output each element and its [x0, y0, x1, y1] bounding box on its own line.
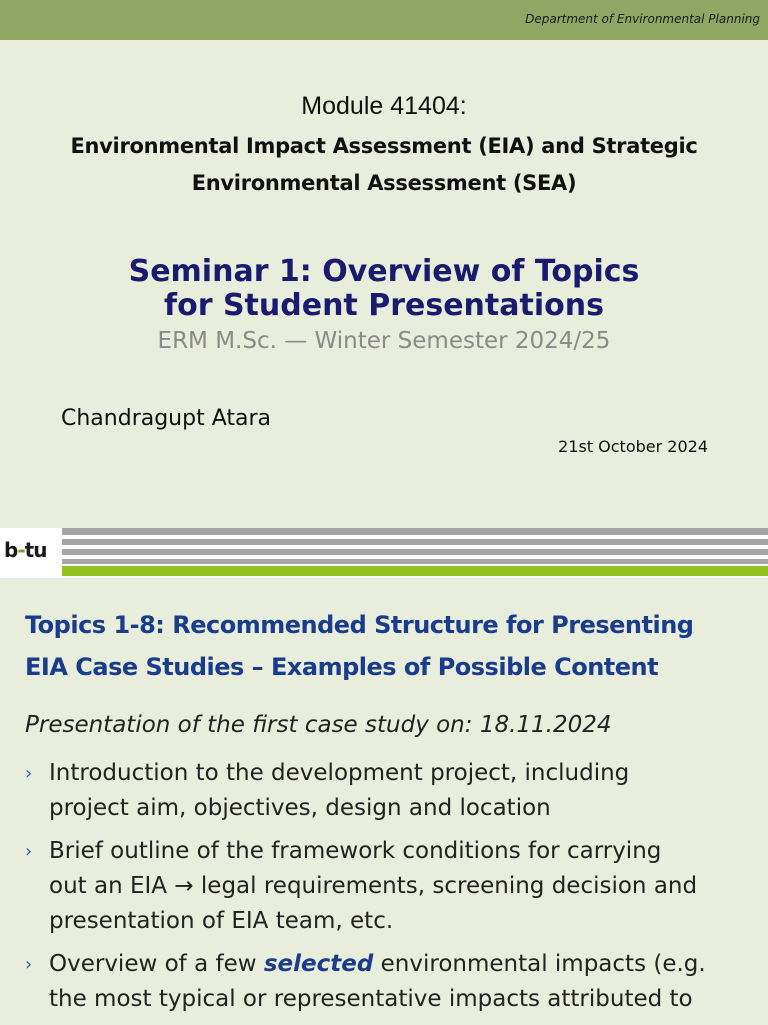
content-title-line: Topics 1-8: Recommended Structure for Presenting [25, 611, 694, 639]
green-stripe [62, 566, 768, 576]
module-number: Module 41404: [301, 92, 467, 120]
btu-logo [4, 538, 60, 568]
seminar-title-line: Seminar 1: Overview of Topics [128, 254, 640, 289]
bullet-line: out an EIA → legal requirements, screening decision and [49, 873, 698, 899]
bullet-marker: › [25, 763, 33, 784]
bullet-marker: › [25, 841, 33, 862]
divider-stripes [62, 528, 768, 576]
grey-stripe [62, 559, 768, 564]
list-item [25, 756, 755, 826]
content-slide-title [25, 604, 755, 688]
author-name: Chandragupt Atara [61, 406, 272, 431]
content-title-line: EIA Case Studies – Examples of Possible Content [25, 653, 659, 681]
bullet-line: Brief outline of the framework conditions for carrying [49, 838, 662, 864]
logo-dot: - [17, 538, 25, 562]
bullet-line: presentation of EIA team, etc. [49, 908, 394, 934]
grey-stripe [62, 528, 768, 535]
presentation-date: 21st October 2024 [558, 437, 708, 456]
logo-letter: b [4, 538, 18, 562]
seminar-title [0, 255, 768, 323]
bullet-text: Overview of a few [49, 951, 264, 977]
module-title-line: Environmental Impact Assessment (EIA) and Strategic [70, 134, 698, 158]
case-study-date: Presentation of the first case study on: 18.11.2024 [25, 712, 612, 738]
bullet-line: project aim, objectives, design and location [49, 795, 551, 821]
list-item [25, 947, 755, 1017]
bullet-marker: › [25, 954, 33, 975]
header-bar [0, 0, 768, 40]
grey-stripe [62, 539, 768, 545]
list-item [25, 834, 755, 939]
bullet-line: Introduction to the development project, including [49, 760, 630, 786]
logo-letters: tu [24, 538, 47, 562]
module-title-line: Environmental Assessment (SEA) [191, 171, 577, 195]
module-title [0, 128, 768, 202]
seminar-title-line: for Student Presentations [164, 288, 604, 323]
grey-stripe [62, 549, 768, 555]
department-label: Department of Environmental Planning [525, 12, 760, 26]
bullet-line [49, 947, 755, 982]
semester-subtitle: ERM M.Sc. — Winter Semester 2024/25 [157, 328, 611, 354]
bullet-text: environmental impacts (e.g. [373, 951, 706, 977]
emphasis-text: selected [263, 951, 374, 977]
bullet-line: the most typical or representative impacts attributed to [49, 986, 693, 1012]
bullet-list [25, 756, 755, 1025]
